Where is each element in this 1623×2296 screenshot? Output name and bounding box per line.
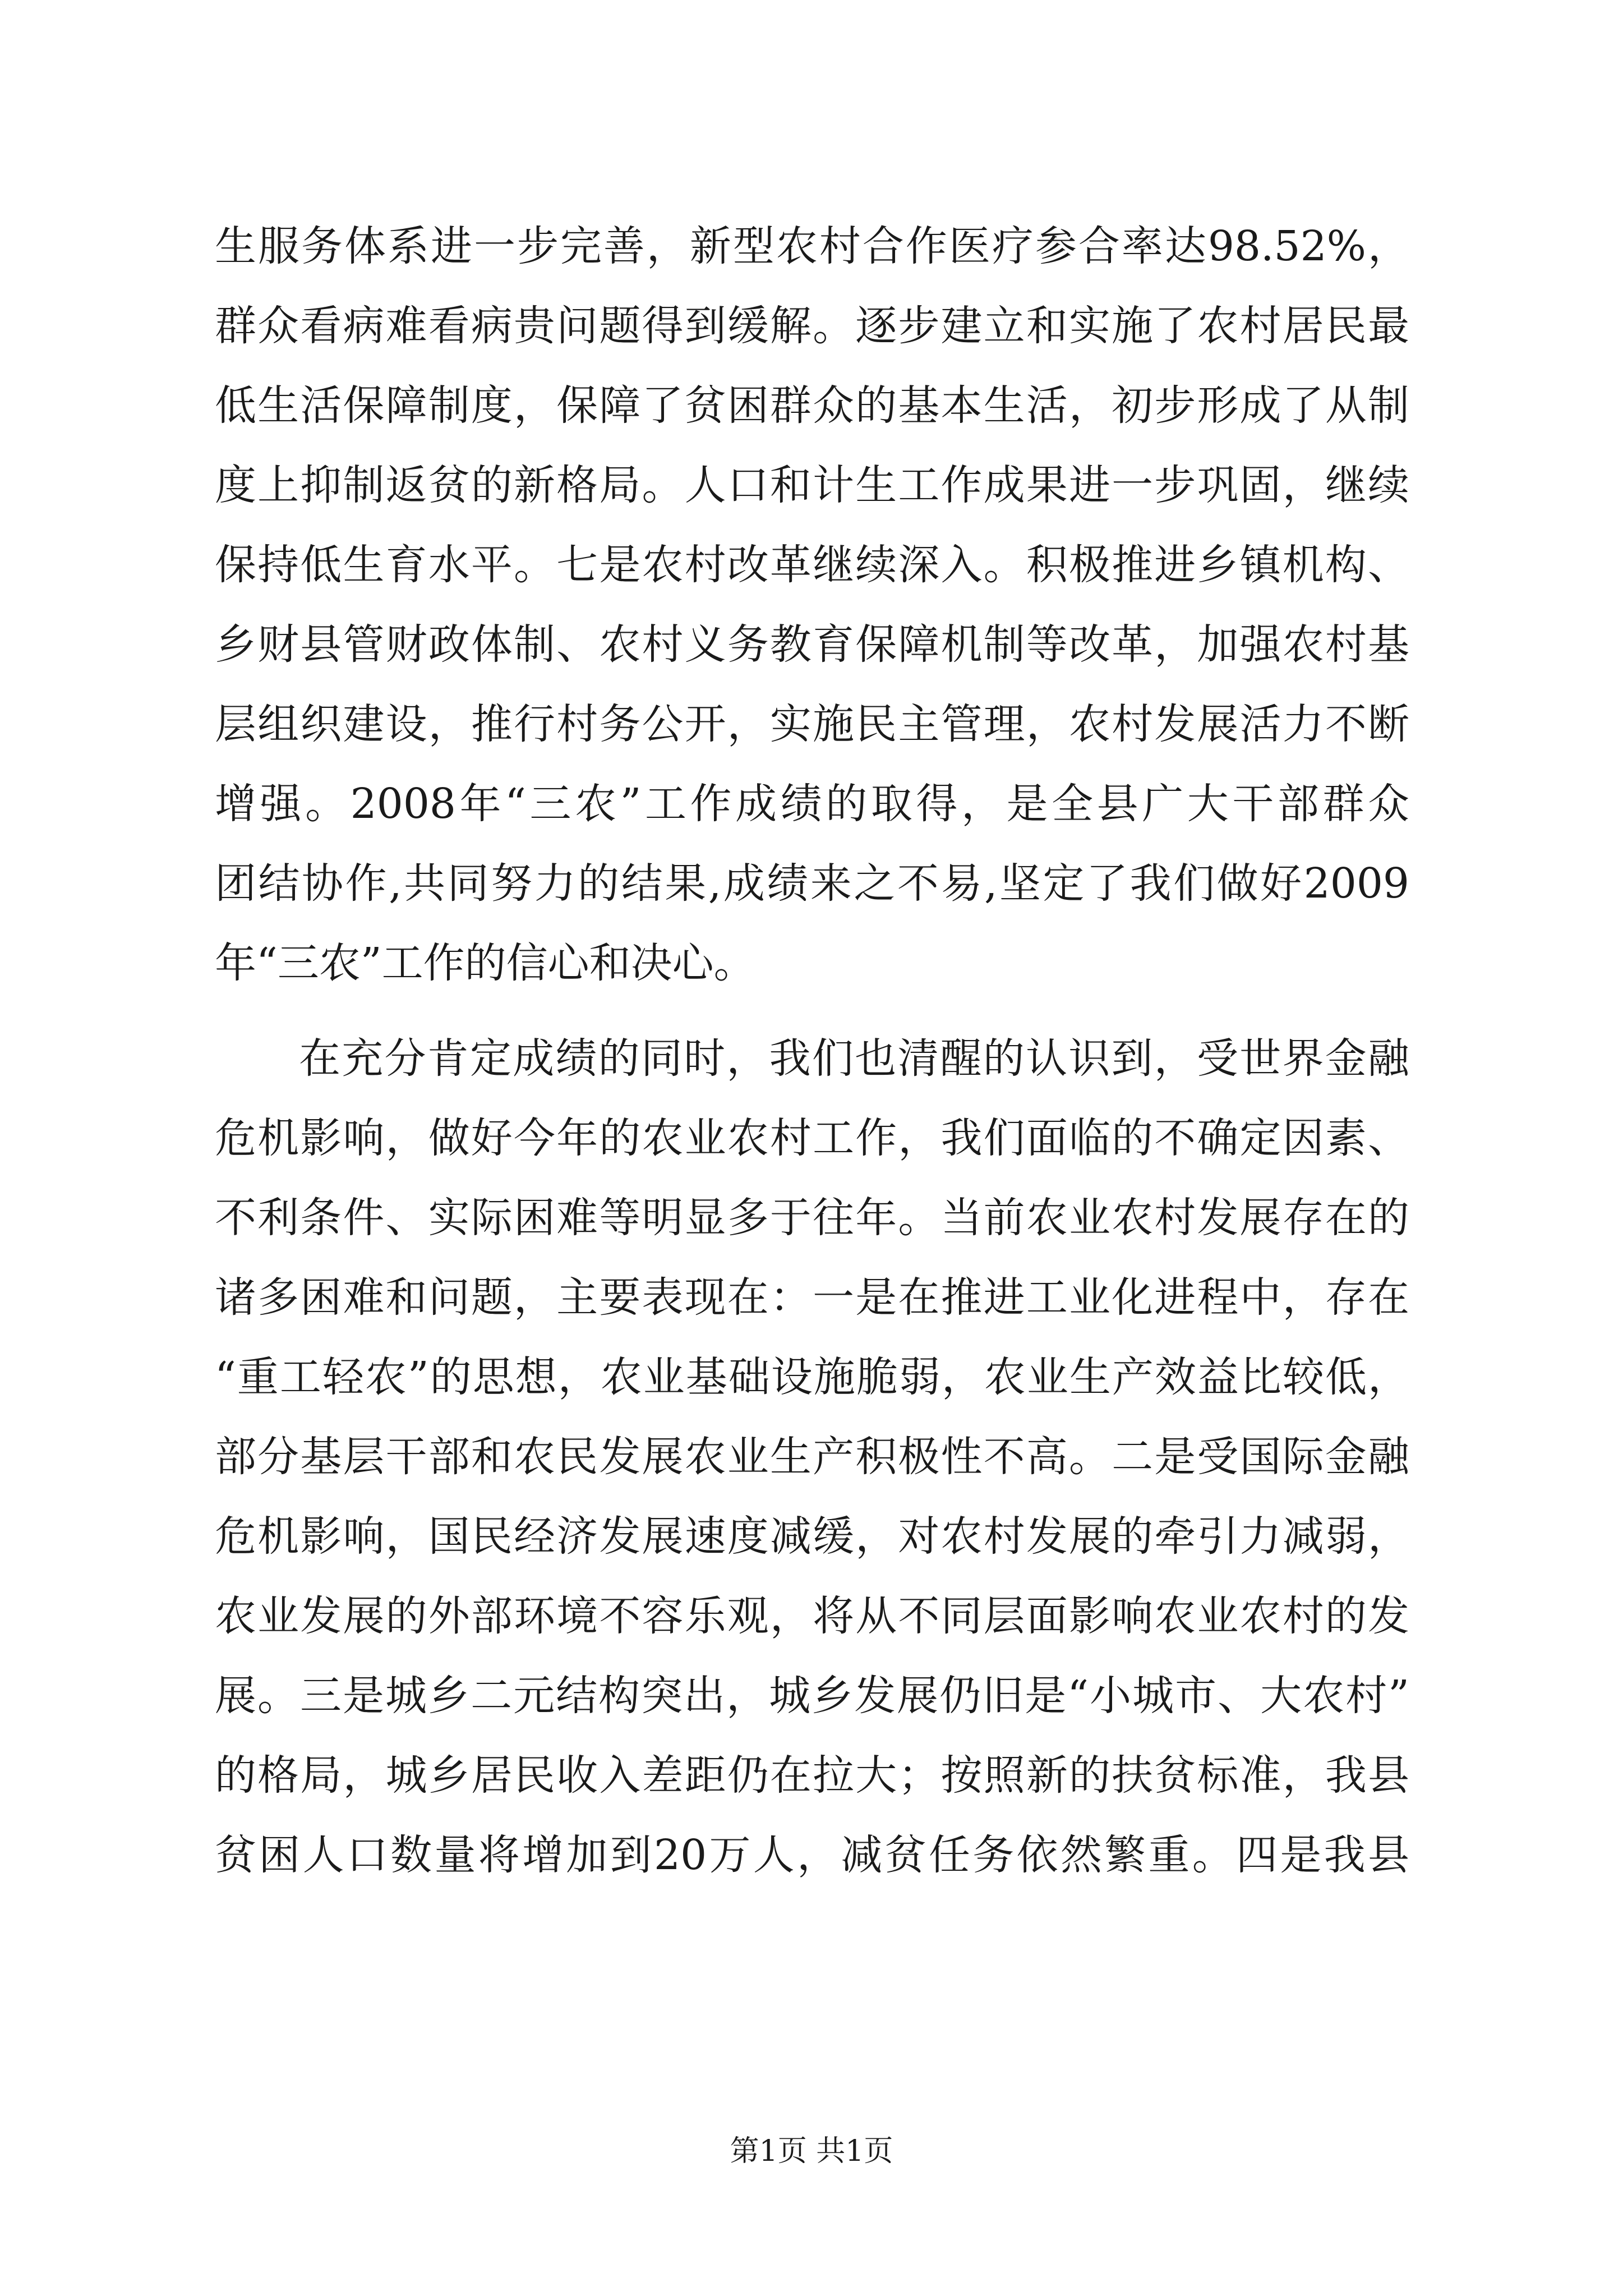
- text-line: “重工轻农”的思想，农业基础设施脆弱，农业生产效益比较低，: [215, 1353, 1409, 1401]
- text-line: 保持低生育水平。七是农村改革继续深入。积极推进乡镇机构、: [215, 541, 1409, 589]
- text-line: 展。三是城乡二元结构突出，城乡发展仍旧是“小城市、大农村”: [215, 1672, 1409, 1720]
- text-line: 诸多困难和问题，主要表现在：一是在推进工业化进程中，存在: [215, 1273, 1409, 1322]
- text-line: 低生活保障制度，保障了贫困群众的基本生活，初步形成了从制: [215, 381, 1409, 430]
- paragraph-spacer: [215, 1003, 1409, 1019]
- page-footer: [0, 2132, 1623, 2171]
- text-line: 在充分肯定成绩的同时，我们也清醒的认识到，受世界金融: [299, 1034, 1409, 1083]
- text-line: 生服务体系进一步完善，新型农村合作医疗参合率达98.52%，: [215, 222, 1409, 270]
- text-line: 危机影响，做好今年的农业农村工作，我们面临的不确定因素、: [215, 1114, 1409, 1162]
- paragraph-2: [215, 1019, 1409, 1895]
- text-line: 贫困人口数量将增加到20万人，减贫任务依然繁重。四是我县: [215, 1831, 1409, 1879]
- text-line: 增强。2008年“三农”工作成绩的取得，是全县广大干部群众: [215, 780, 1409, 828]
- text-line: 部分基层干部和农民发展农业生产积极性不高。二是受国际金融: [215, 1433, 1409, 1481]
- text-line: 度上抑制返贫的新格局。人口和计生工作成果进一步巩固，继续: [215, 461, 1409, 509]
- paragraph-1: [215, 206, 1409, 1003]
- text-line: 年“三农”工作的信心和决心。: [215, 939, 755, 987]
- text-line: 不利条件、实际困难等明显多于往年。当前农业农村发展存在的: [215, 1194, 1409, 1242]
- text-line: 的格局，城乡居民收入差距仍在拉大；按照新的扶贫标准，我县: [215, 1751, 1409, 1800]
- text-line: 层组织建设，推行村务公开，实施民主管理，农村发展活力不断: [215, 700, 1409, 748]
- text-line: 群众看病难看病贵问题得到缓解。逐步建立和实施了农村居民最: [215, 302, 1409, 350]
- body-text: [215, 206, 1409, 1895]
- page-number-label: 第1页 共1页: [730, 2134, 893, 2168]
- text-line: 危机影响，国民经济发展速度减缓，对农村发展的牵引力减弱，: [215, 1512, 1409, 1561]
- text-line: 农业发展的外部环境不容乐观，将从不同层面影响农业农村的发: [215, 1592, 1409, 1640]
- text-line: 乡财县管财政体制、农村义务教育保障机制等改革，加强农村基: [215, 620, 1409, 669]
- text-line: 团结协作,共同努力的结果,成绩来之不易,坚定了我们做好2009: [215, 859, 1409, 908]
